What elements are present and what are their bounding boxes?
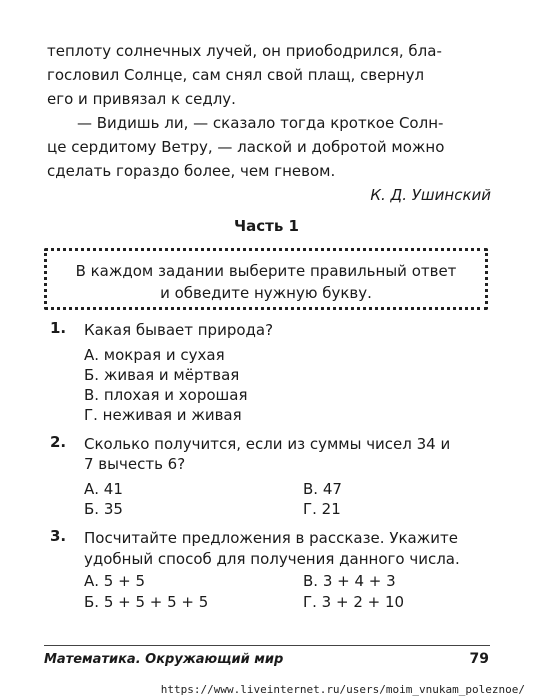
source-url: https://www.liveinternet.ru/users/moim_vnukam_poleznoe/ — [160, 683, 525, 696]
answer-option[interactable]: Г. 21 — [303, 500, 341, 518]
footer-divider — [44, 645, 490, 646]
instruction-box — [44, 248, 488, 310]
question-text: Какая бывает природа? — [84, 321, 274, 339]
instruction-line: и обведите нужную букву. — [160, 284, 372, 302]
story-line: гословил Солнце, сам снял свой плащ, свернул — [47, 66, 425, 84]
answer-option[interactable]: Б. живая и мёртвая — [84, 366, 240, 384]
question-number: 1. — [50, 319, 67, 337]
footer-subject: Математика. Окружающий мир — [44, 652, 284, 667]
story-line: це сердитому Ветру, — лаской и добротой можно — [47, 138, 445, 156]
answer-option[interactable]: В. 47 — [303, 480, 342, 498]
story-text — [47, 39, 491, 207]
instruction-line: В каждом задании выберите правильный ответ — [75, 262, 457, 280]
answer-option[interactable]: В. плохая и хорошая — [84, 386, 248, 404]
answer-option[interactable]: Г. неживая и живая — [84, 406, 242, 424]
part-title: Часть 1 — [234, 217, 299, 235]
page-number: 79 — [469, 651, 489, 667]
answer-option[interactable]: А. 5 + 5 — [84, 572, 145, 590]
question-number: 3. — [50, 527, 67, 545]
answer-option[interactable]: Б. 5 + 5 + 5 + 5 — [84, 593, 209, 611]
answer-option[interactable]: А. мокрая и сухая — [84, 346, 225, 364]
answer-option[interactable]: Б. 35 — [84, 500, 123, 518]
question-text: Сколько получится, если из суммы чисел 34 и — [84, 435, 451, 453]
question-text: Посчитайте предложения в рассказе. Укажите — [84, 529, 458, 547]
story-line: его и привязал к седлу. — [47, 90, 236, 108]
answer-option[interactable]: В. 3 + 4 + 3 — [303, 572, 396, 590]
question-text: 7 вычесть 6? — [84, 455, 186, 473]
answer-option[interactable]: А. 41 — [84, 480, 123, 498]
question-number: 2. — [50, 433, 67, 451]
answer-option[interactable]: Г. 3 + 2 + 10 — [303, 593, 405, 611]
story-line: сделать гораздо более, чем гневом. — [47, 162, 336, 180]
story-line: теплоту солнечных лучей, он приободрился, бла- — [47, 42, 442, 60]
story-author: К. Д. Ушинский — [370, 186, 491, 204]
question-text: удобный способ для получения данного числа. — [84, 550, 460, 568]
story-line: — Видишь ли, — сказало тогда кроткое Солн- — [77, 114, 444, 132]
